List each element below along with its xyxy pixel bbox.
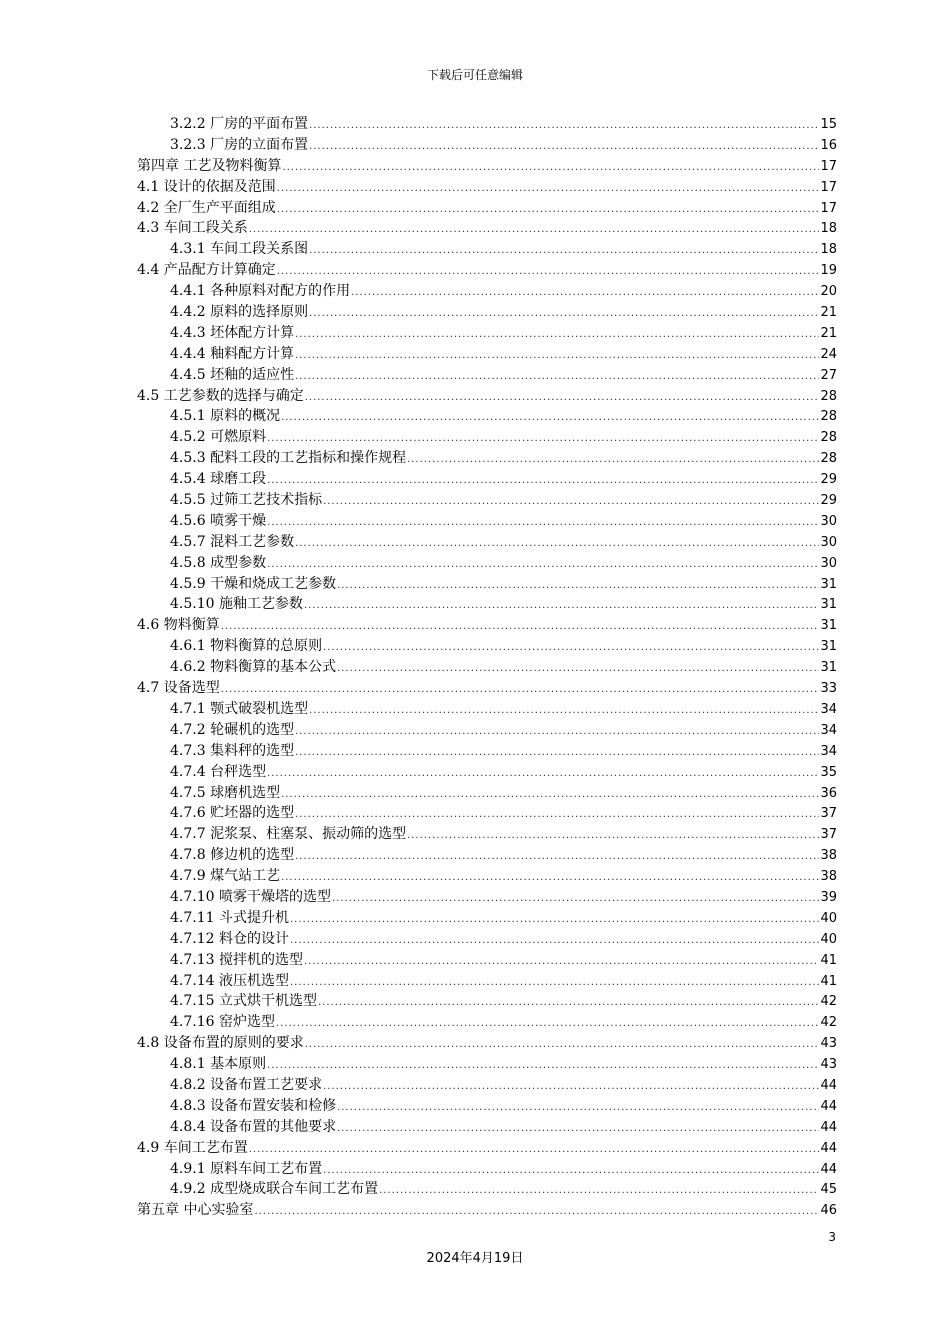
toc-leader-dots bbox=[281, 785, 819, 806]
toc-entry-label: 4.5.1 原料的概况 bbox=[170, 408, 281, 425]
toc-entry-page: 30 bbox=[820, 513, 837, 529]
toc-leader-dots bbox=[295, 325, 819, 346]
toc-entry-label: 4.8.2 设备布置工艺要求 bbox=[170, 1076, 323, 1093]
toc-leader-dots bbox=[337, 659, 819, 680]
toc-entry[interactable] bbox=[137, 1075, 837, 1096]
toc-entry-page: 34 bbox=[820, 701, 837, 717]
toc-entry[interactable] bbox=[137, 971, 837, 992]
toc-entry[interactable] bbox=[137, 783, 837, 804]
toc-entry[interactable] bbox=[137, 699, 837, 720]
toc-entry-label: 4.5.3 配料工段的工艺指标和操作规程 bbox=[170, 450, 407, 467]
toc-entry-page: 31 bbox=[820, 639, 837, 655]
toc-entry-label: 4.5 工艺参数的选择与确定 bbox=[137, 387, 304, 404]
toc-entry-label: 4.5.6 喷雾干燥 bbox=[170, 512, 267, 529]
toc-entry-label: 4.5.9 干燥和烧成工艺参数 bbox=[170, 575, 337, 592]
toc-entry[interactable] bbox=[137, 845, 837, 866]
toc-entry-page: 29 bbox=[820, 472, 837, 488]
toc-entry-page: 24 bbox=[820, 346, 837, 362]
toc-entry-page: 40 bbox=[820, 910, 837, 926]
toc-entry-page: 44 bbox=[820, 1161, 837, 1177]
toc-entry-label: 4.7.4 台秤选型 bbox=[170, 763, 267, 780]
toc-entry-page: 20 bbox=[820, 284, 837, 300]
toc-entry-page: 31 bbox=[820, 597, 837, 613]
toc-entry-page: 44 bbox=[820, 1119, 837, 1135]
toc-entry-page: 17 bbox=[820, 158, 837, 174]
toc-entry-page: 42 bbox=[820, 994, 837, 1010]
toc-entry-page: 43 bbox=[820, 1057, 837, 1073]
toc-entry[interactable] bbox=[137, 762, 837, 783]
toc-entry-label: 4.4.3 坯体配方计算 bbox=[170, 324, 295, 341]
toc-entry[interactable] bbox=[137, 427, 837, 448]
toc-entry-page: 19 bbox=[820, 263, 837, 279]
toc-entry-page: 18 bbox=[820, 221, 837, 237]
toc-entry-page: 38 bbox=[820, 848, 837, 864]
toc-entry-label: 4.8.1 基本原则 bbox=[170, 1056, 267, 1073]
toc-entry-page: 28 bbox=[820, 409, 837, 425]
toc-entry-label: 4.5.10 施釉工艺参数 bbox=[170, 596, 303, 613]
toc-entry[interactable] bbox=[137, 156, 837, 177]
toc-entry-page: 33 bbox=[820, 681, 837, 697]
toc-entry[interactable] bbox=[137, 239, 837, 260]
toc-entry[interactable] bbox=[137, 406, 837, 427]
toc-entry-page: 31 bbox=[820, 618, 837, 634]
toc-entry[interactable] bbox=[137, 1054, 837, 1075]
toc-leader-dots bbox=[309, 304, 819, 325]
toc-leader-dots bbox=[267, 471, 819, 492]
toc-entry[interactable] bbox=[137, 1159, 837, 1180]
toc-leader-dots bbox=[332, 889, 819, 910]
toc-entry-page: 15 bbox=[820, 117, 837, 132]
toc-entry-label: 4.4 产品配方计算确定 bbox=[137, 262, 276, 279]
toc-entry-page: 31 bbox=[820, 660, 837, 676]
page-header: 下载后可任意编辑 bbox=[426, 68, 523, 82]
toc-leader-dots bbox=[295, 534, 819, 555]
toc-leader-dots bbox=[309, 241, 819, 262]
toc-entry-page: 35 bbox=[820, 764, 837, 780]
toc-entry-label: 4.7.15 立式烘干机选型 bbox=[170, 993, 317, 1010]
toc-leader-dots bbox=[295, 847, 819, 868]
toc-entry-page: 31 bbox=[820, 576, 837, 592]
toc-leader-dots bbox=[281, 868, 819, 889]
toc-entry-label: 4.8.4 设备布置的其他要求 bbox=[170, 1118, 337, 1135]
toc-leader-dots bbox=[323, 1161, 819, 1182]
toc-entry[interactable] bbox=[137, 365, 837, 386]
toc-leader-dots bbox=[267, 764, 819, 785]
toc-entry-label: 4.7.3 集料秤的选型 bbox=[170, 742, 295, 759]
toc-entry[interactable] bbox=[137, 218, 837, 239]
toc-entry[interactable] bbox=[137, 636, 837, 657]
toc-entry-label: 4.6.1 物料衡算的总原则 bbox=[170, 638, 323, 655]
toc-leader-dots bbox=[379, 1181, 819, 1202]
toc-entry[interactable] bbox=[137, 135, 837, 156]
toc-entry-page: 28 bbox=[820, 388, 837, 404]
toc-leader-dots bbox=[337, 1098, 819, 1119]
toc-entry-page: 42 bbox=[820, 1015, 837, 1031]
toc-entry-label: 4.7.10 喷雾干燥塔的选型 bbox=[170, 888, 331, 905]
toc-entry-label: 4.6.2 物料衡算的基本公式 bbox=[170, 659, 337, 676]
toc-leader-dots bbox=[295, 722, 819, 743]
toc-entry[interactable] bbox=[137, 1033, 837, 1054]
toc-entry[interactable] bbox=[137, 866, 837, 887]
toc-leader-dots bbox=[305, 388, 820, 409]
toc-leader-dots bbox=[318, 993, 819, 1014]
toc-entry-page: 29 bbox=[820, 493, 837, 509]
toc-leader-dots bbox=[407, 450, 819, 471]
toc-entry-label: 4.4.1 各种原料对配方的作用 bbox=[170, 283, 351, 300]
toc-entry-label: 4.5.7 混料工艺参数 bbox=[170, 533, 295, 550]
toc-entry[interactable] bbox=[137, 657, 837, 678]
toc-entry-page: 30 bbox=[820, 534, 837, 550]
toc-entry[interactable] bbox=[137, 594, 837, 615]
toc-leader-dots bbox=[309, 701, 819, 722]
toc-entry-page: 44 bbox=[820, 1098, 837, 1114]
toc-entry[interactable] bbox=[137, 198, 837, 219]
toc-entry[interactable] bbox=[137, 448, 837, 469]
toc-entry-label: 4.7.11 斗式提升机 bbox=[170, 909, 289, 926]
toc-entry-page: 36 bbox=[820, 785, 837, 801]
toc-entry-label: 4.7.1 颚式破裂机选型 bbox=[170, 700, 309, 717]
toc-entry-label: 4.3 车间工段关系 bbox=[137, 220, 248, 237]
toc-entry[interactable] bbox=[137, 323, 837, 344]
toc-entry-label: 4.6 物料衡算 bbox=[137, 617, 220, 634]
page-number: 3 bbox=[828, 1230, 836, 1244]
toc-entry-page: 28 bbox=[820, 430, 837, 446]
toc-entry[interactable] bbox=[137, 678, 837, 699]
toc-entry-label: 4.7.5 球磨机选型 bbox=[170, 784, 281, 801]
toc-entry-label: 4.7.14 液压机选型 bbox=[170, 972, 289, 989]
toc-entry-label: 4.7.16 窑炉选型 bbox=[170, 1014, 275, 1031]
toc-entry-label: 4.5.4 球磨工段 bbox=[170, 471, 267, 488]
toc-entry-label: 4.9.1 原料车间工艺布置 bbox=[170, 1160, 323, 1177]
toc-entry-page: 16 bbox=[820, 137, 837, 153]
toc-entry[interactable] bbox=[137, 991, 837, 1012]
toc-entry[interactable] bbox=[137, 532, 837, 553]
toc-entry-page: 34 bbox=[820, 722, 837, 738]
toc-leader-dots bbox=[309, 116, 819, 137]
toc-leader-dots bbox=[304, 952, 819, 973]
toc-leader-dots bbox=[277, 200, 820, 221]
toc-entry[interactable] bbox=[137, 887, 837, 908]
toc-entry-label: 4.7.7 泥浆泵、柱塞泵、振动筛的选型 bbox=[170, 826, 407, 843]
footer-date: 2024年4月19日 bbox=[426, 1251, 524, 1266]
toc-leader-dots bbox=[323, 1077, 819, 1098]
toc-entry-page: 18 bbox=[820, 242, 837, 258]
toc-leader-dots bbox=[295, 805, 819, 826]
toc-entry-label: 3.2.3 厂房的立面布置 bbox=[170, 136, 309, 153]
toc-entry[interactable] bbox=[137, 720, 837, 741]
toc-entry-page: 37 bbox=[820, 827, 837, 843]
toc-entry-label: 4.5.2 可燃原料 bbox=[170, 429, 267, 446]
toc-entry[interactable] bbox=[137, 615, 837, 636]
toc-entry[interactable] bbox=[137, 929, 837, 950]
toc-entry-page: 44 bbox=[820, 1077, 837, 1093]
toc-entry-page: 28 bbox=[820, 451, 837, 467]
toc-entry[interactable] bbox=[137, 302, 837, 323]
toc-entry[interactable] bbox=[137, 1117, 837, 1138]
toc-leader-dots bbox=[337, 1119, 819, 1140]
toc-entry-page: 27 bbox=[820, 367, 837, 383]
toc-entry-label: 4.7.12 料仓的设计 bbox=[170, 930, 289, 947]
toc-entry-label: 4.7.8 修边机的选型 bbox=[170, 847, 295, 864]
toc-entry[interactable] bbox=[137, 511, 837, 532]
toc-entry[interactable] bbox=[137, 574, 837, 595]
toc-leader-dots bbox=[281, 408, 819, 429]
toc-entry-label: 4.4.5 坯釉的适应性 bbox=[170, 366, 295, 383]
toc-leader-dots bbox=[309, 137, 819, 158]
toc-entry[interactable] bbox=[137, 553, 837, 574]
toc-entry-page: 44 bbox=[820, 1140, 837, 1156]
toc-entry-label: 4.8 设备布置的原则的要求 bbox=[137, 1035, 304, 1052]
toc-entry[interactable] bbox=[137, 908, 837, 929]
toc-leader-dots bbox=[295, 743, 819, 764]
toc-leader-dots bbox=[221, 617, 820, 638]
toc-entry-page: 17 bbox=[820, 200, 837, 216]
toc-entry-page: 37 bbox=[820, 806, 837, 822]
toc-leader-dots bbox=[290, 973, 819, 994]
toc-entry-label: 4.9 车间工艺布置 bbox=[137, 1139, 248, 1156]
toc-leader-dots bbox=[249, 1140, 820, 1161]
toc-entry-label: 4.5.8 成型参数 bbox=[170, 554, 267, 571]
toc-entry[interactable] bbox=[137, 803, 837, 824]
toc-entry-label: 4.7 设备选型 bbox=[137, 680, 220, 697]
toc-entry-page: 45 bbox=[820, 1182, 837, 1198]
toc-entry-label: 4.5.5 过筛工艺技术指标 bbox=[170, 492, 323, 509]
toc-entry-label: 4.9.2 成型烧成联合车间工艺布置 bbox=[170, 1181, 379, 1198]
toc-entry-page: 46 bbox=[820, 1203, 837, 1219]
toc-entry-page: 43 bbox=[820, 1036, 837, 1052]
toc-leader-dots bbox=[267, 555, 819, 576]
toc-leader-dots bbox=[267, 1056, 819, 1077]
toc-entry-label: 4.3.1 车间工段关系图 bbox=[170, 241, 309, 258]
toc-leader-dots bbox=[304, 596, 819, 617]
toc-leader-dots bbox=[267, 513, 819, 534]
table-of-contents bbox=[137, 114, 837, 1221]
toc-entry[interactable] bbox=[137, 386, 837, 407]
toc-entry[interactable] bbox=[137, 344, 837, 365]
toc-leader-dots bbox=[295, 346, 819, 367]
toc-leader-dots bbox=[221, 680, 820, 701]
toc-entry-label: 4.7.2 轮碾机的选型 bbox=[170, 721, 295, 738]
toc-leader-dots bbox=[249, 220, 820, 241]
toc-leader-dots bbox=[305, 1035, 820, 1056]
toc-entry-page: 21 bbox=[820, 305, 837, 321]
toc-entry-page: 41 bbox=[820, 952, 837, 968]
toc-entry-label: 4.2 全厂生产平面组成 bbox=[137, 199, 276, 216]
toc-entry-page: 17 bbox=[820, 179, 837, 195]
toc-entry[interactable] bbox=[137, 260, 837, 281]
toc-leader-dots bbox=[407, 826, 819, 847]
toc-entry-label: 4.7.9 煤气站工艺 bbox=[170, 868, 281, 885]
toc-leader-dots bbox=[290, 910, 819, 931]
toc-entry[interactable] bbox=[137, 1200, 837, 1221]
toc-leader-dots bbox=[323, 492, 819, 513]
toc-entry-page: 40 bbox=[820, 931, 837, 947]
toc-entry[interactable] bbox=[137, 281, 837, 302]
toc-entry-label: 第五章 中心实验室 bbox=[137, 1202, 254, 1219]
toc-entry-label: 4.7.13 搅拌机的选型 bbox=[170, 951, 303, 968]
toc-leader-dots bbox=[295, 367, 819, 388]
toc-entry[interactable] bbox=[137, 741, 837, 762]
toc-leader-dots bbox=[323, 638, 819, 659]
toc-entry-label: 第四章 工艺及物料衡算 bbox=[137, 157, 282, 174]
toc-entry[interactable] bbox=[137, 1138, 837, 1159]
toc-leader-dots bbox=[277, 262, 820, 283]
toc-leader-dots bbox=[282, 158, 819, 179]
toc-entry-page: 41 bbox=[820, 973, 837, 989]
toc-entry[interactable] bbox=[137, 177, 837, 198]
toc-entry-page: 34 bbox=[820, 743, 837, 759]
toc-entry[interactable] bbox=[137, 1179, 837, 1200]
toc-entry-label: 4.7.6 贮坯器的选型 bbox=[170, 805, 295, 822]
toc-entry[interactable] bbox=[137, 469, 837, 490]
toc-entry-label: 4.4.2 原料的选择原则 bbox=[170, 304, 309, 321]
toc-leader-dots bbox=[254, 1202, 819, 1223]
toc-entry[interactable] bbox=[137, 490, 837, 511]
toc-entry-label: 4.4.4 釉料配方计算 bbox=[170, 345, 295, 362]
toc-leader-dots bbox=[277, 179, 820, 200]
toc-entry-page: 21 bbox=[820, 325, 837, 341]
toc-entry-page: 30 bbox=[820, 555, 837, 571]
toc-entry[interactable] bbox=[137, 824, 837, 845]
toc-entry-label: 4.1 设计的依据及范围 bbox=[137, 178, 276, 195]
toc-entry[interactable] bbox=[137, 950, 837, 971]
toc-entry-page: 38 bbox=[820, 869, 837, 885]
toc-leader-dots bbox=[290, 931, 819, 952]
toc-leader-dots bbox=[276, 1014, 819, 1035]
toc-entry-label: 4.8.3 设备布置安装和检修 bbox=[170, 1097, 337, 1114]
toc-leader-dots bbox=[267, 429, 819, 450]
toc-entry-page: 39 bbox=[820, 889, 837, 905]
toc-leader-dots bbox=[337, 576, 819, 597]
toc-entry-label: 3.2.2 厂房的平面布置 bbox=[170, 116, 309, 132]
toc-entry[interactable] bbox=[137, 114, 837, 135]
toc-leader-dots bbox=[351, 283, 819, 304]
toc-entry[interactable] bbox=[137, 1012, 837, 1033]
toc-entry[interactable] bbox=[137, 1096, 837, 1117]
